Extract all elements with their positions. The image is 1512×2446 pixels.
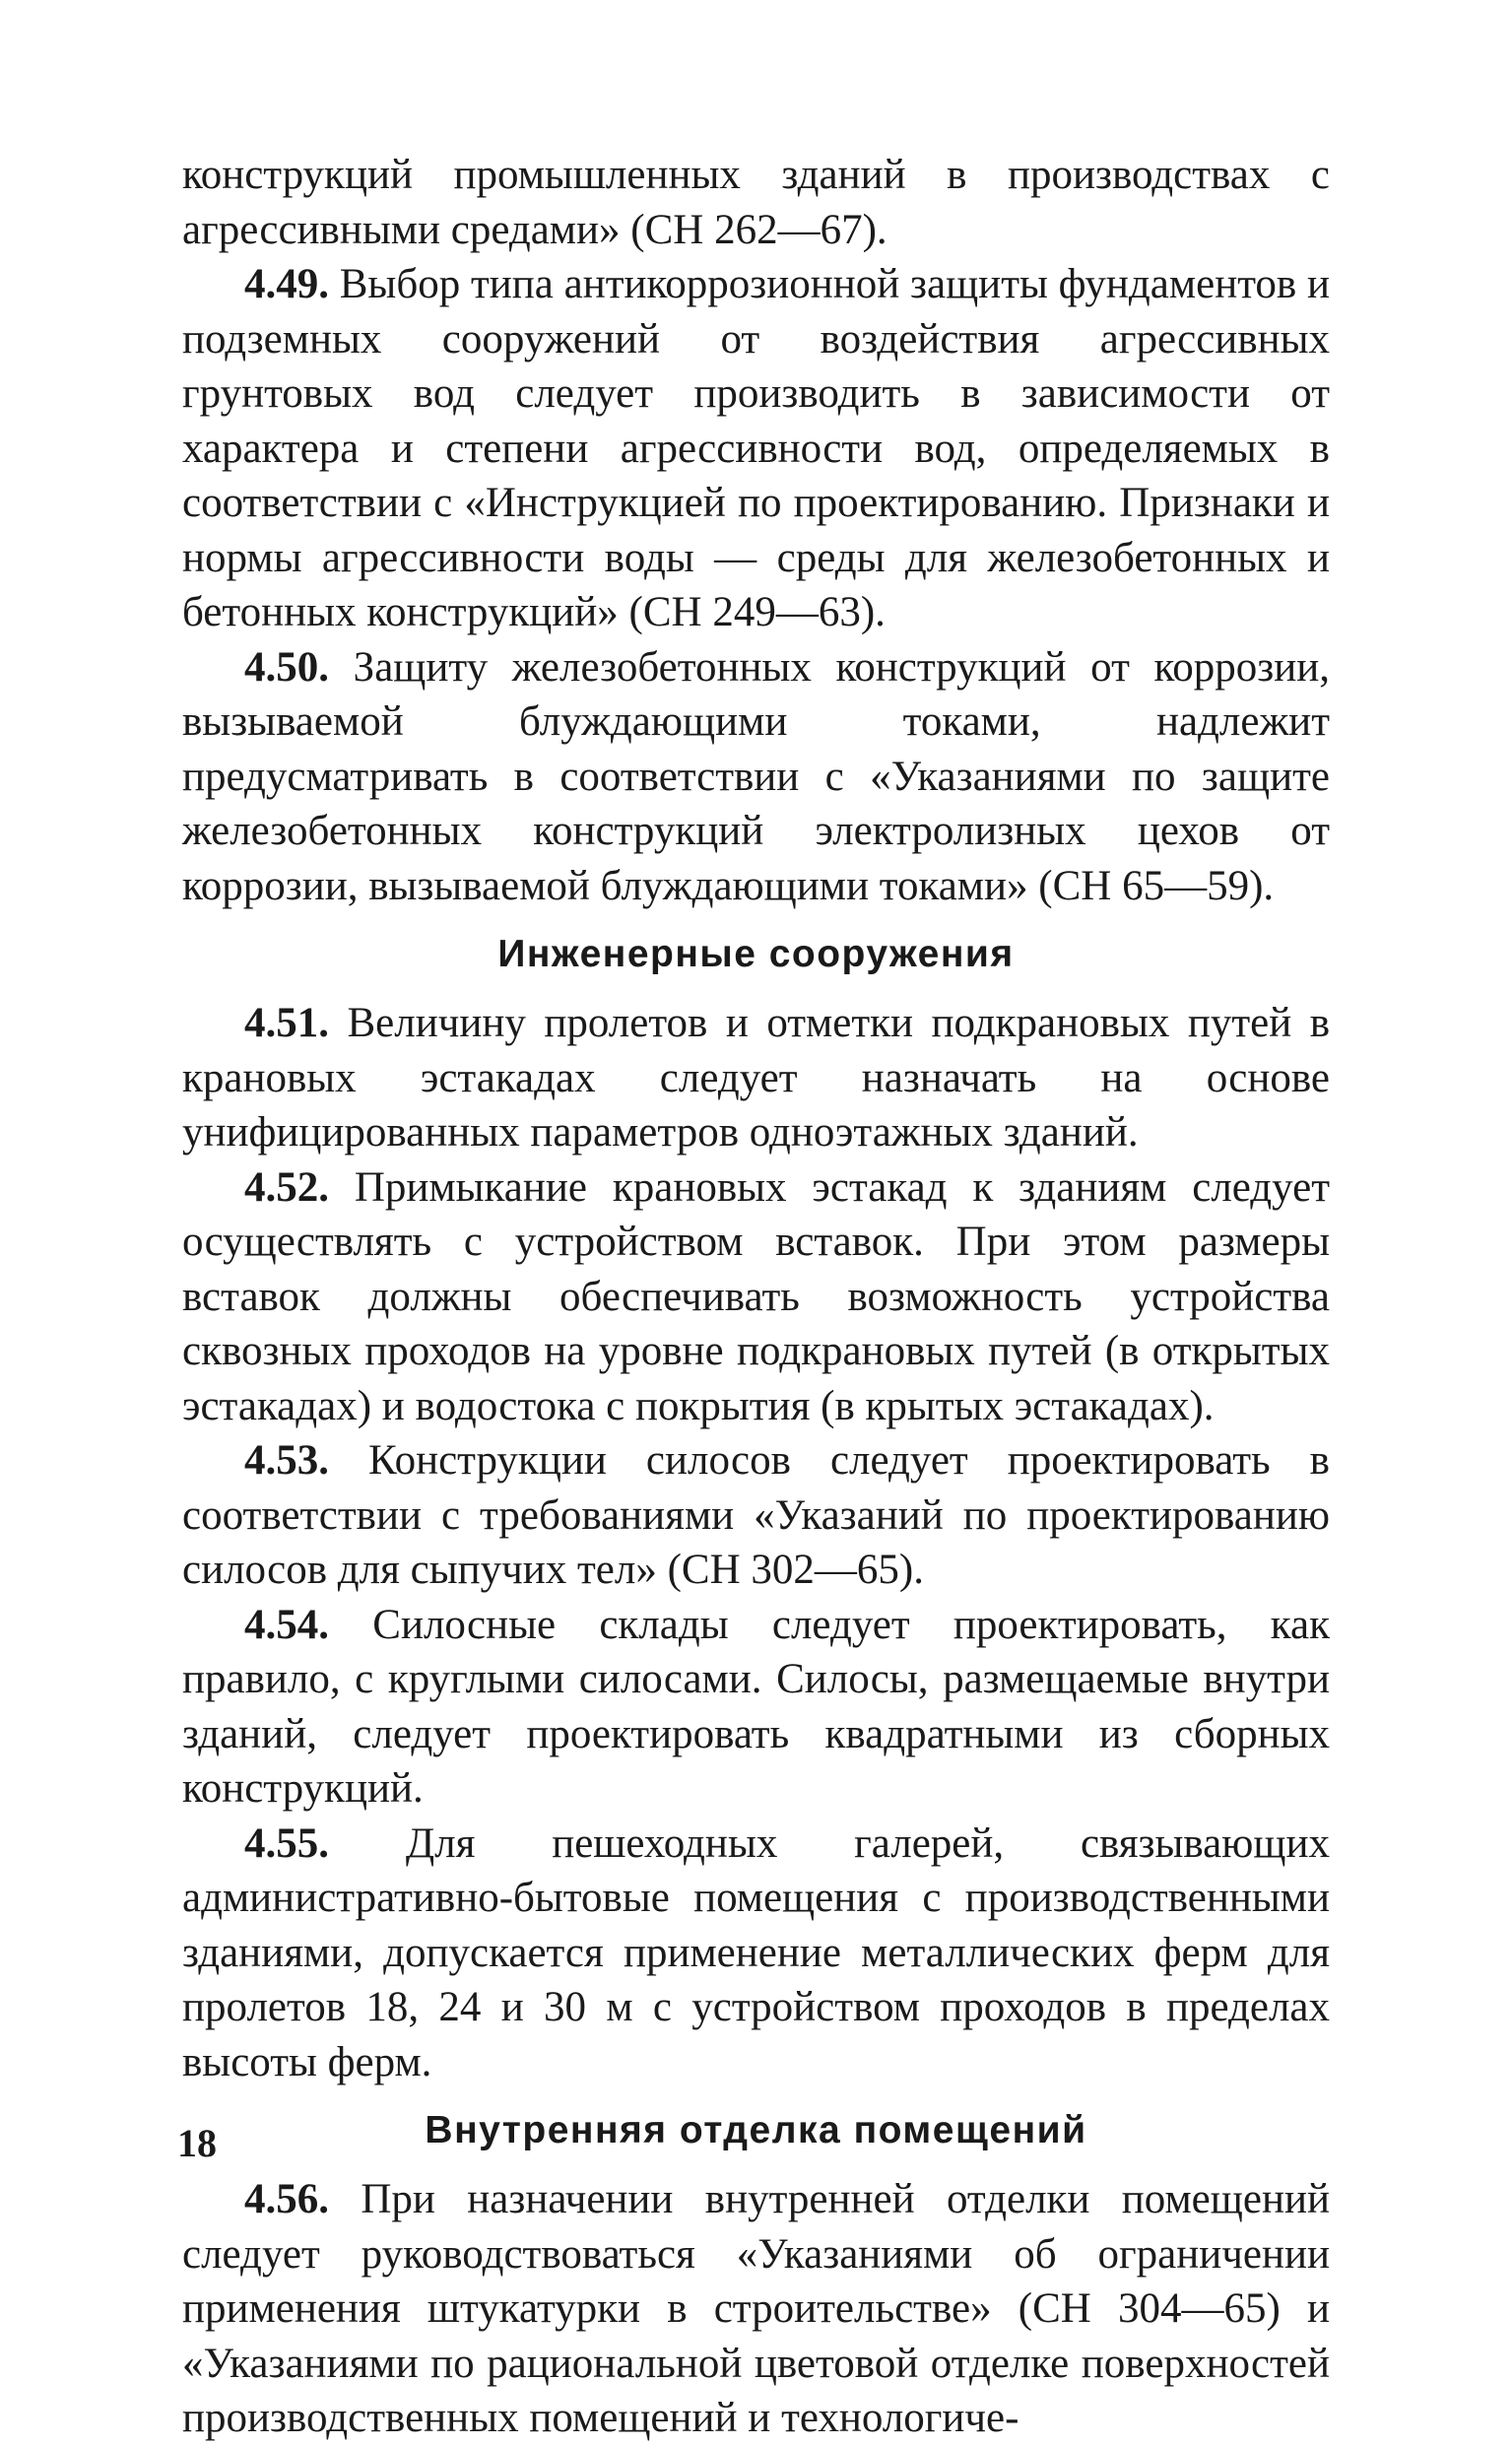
- paragraph-number: 4.56.: [244, 2176, 329, 2222]
- page-number: 18: [177, 2121, 217, 2165]
- paragraph-4-53: [182, 1433, 1330, 1598]
- paragraph-text: Выбор типа антикоррозионной защиты фундаментов и подземных сооружений от воздействия агрессивных грунтовых вод следует производить в зависимости от характера и степени агрессивности вод, определяемых в соответствии с «Инструкцией по проектированию. Признаки и нормы агрессивности воды — среды для железобетонных и бетонных конструкций» (СН 249—63).: [182, 261, 1330, 635]
- paragraph-text: конструкций промышленных зданий в производствах с агрессивными средами» (СН 262—67).: [182, 152, 1330, 253]
- paragraph-number: 4.50.: [244, 643, 329, 691]
- paragraph-4-54: [182, 1598, 1330, 1817]
- paragraph-4-50: [182, 640, 1330, 914]
- paragraph-number: 4.49.: [244, 261, 329, 307]
- paragraph-text: Для пешеходных галерей, связывающих административно-бытовые помещения с производственными зданиями, допускается применение металлических ферм для пролетов 18, 24 и 30 м с устройством проходов в пределах высоты ферм.: [182, 1819, 1330, 2085]
- paragraph-4-52: [182, 1160, 1330, 1434]
- paragraph-text: Конструкции силосов следует проектировать в соответствии с требованиями «Указаний по проектированию силосов для сыпучих тел» (СН 302—65).: [182, 1437, 1330, 1593]
- paragraph-4-56: [182, 2172, 1330, 2446]
- paragraph-text: Величину пролетов и отметки подкрановых путей в крановых эстакадах следует назначать на основе унифицированных параметров одноэтажных зданий.: [182, 1000, 1330, 1156]
- paragraph-text: При назначении внутренней отделки помещений следует руководствоваться «Указаниями об ограничении применения штукатурки в строительстве» (СН 304—65) и «Указаниями по рациональной цветовой отделке поверхностей производственных помещений и технологиче-: [182, 2176, 1330, 2441]
- paragraph-4-49: [182, 257, 1330, 640]
- paragraph-4-55: [182, 1817, 1330, 2090]
- paragraph-number: 4.53.: [244, 1437, 329, 1484]
- paragraph-continuation: [182, 148, 1330, 257]
- paragraph-number: 4.55.: [244, 1819, 329, 1867]
- paragraph-text: Примыкание крановых эстакад к зданиям следует осуществлять с устройством вставок. При этом размеры вставок должны обеспечивать возможность устройства сквозных проходов на уровне подкрановых путей (в открытых эстакадах) и водостока с покрытия (в крытых эстакадах).: [182, 1163, 1330, 1429]
- paragraph-4-51: [182, 996, 1330, 1160]
- paragraph-text: Силосные склады следует проектировать, как правило, с круглыми силосами. Силосы, размещаемые внутри зданий, следует проектировать квадратными из сборных конструкций.: [182, 1601, 1330, 1812]
- page-body: [182, 148, 1330, 2446]
- paragraph-number: 4.54.: [244, 1601, 329, 1648]
- paragraph-text: Защиту железобетонных конструкций от коррозии, вызываемой блуждающими токами, надлежит предусматривать в соответствии с «Указаниями по защите железобетонных конструкций электролизных цехов от коррозии, вызываемой блуждающими токами» (СН 65—59).: [182, 643, 1330, 909]
- paragraph-number: 4.51.: [244, 1000, 329, 1046]
- section-heading-engineering-structures: Инженерные сооружения: [497, 933, 1015, 975]
- paragraph-number: 4.52.: [244, 1163, 329, 1211]
- section-heading-interior-finishing: Внутренняя отделка помещений: [425, 2109, 1087, 2151]
